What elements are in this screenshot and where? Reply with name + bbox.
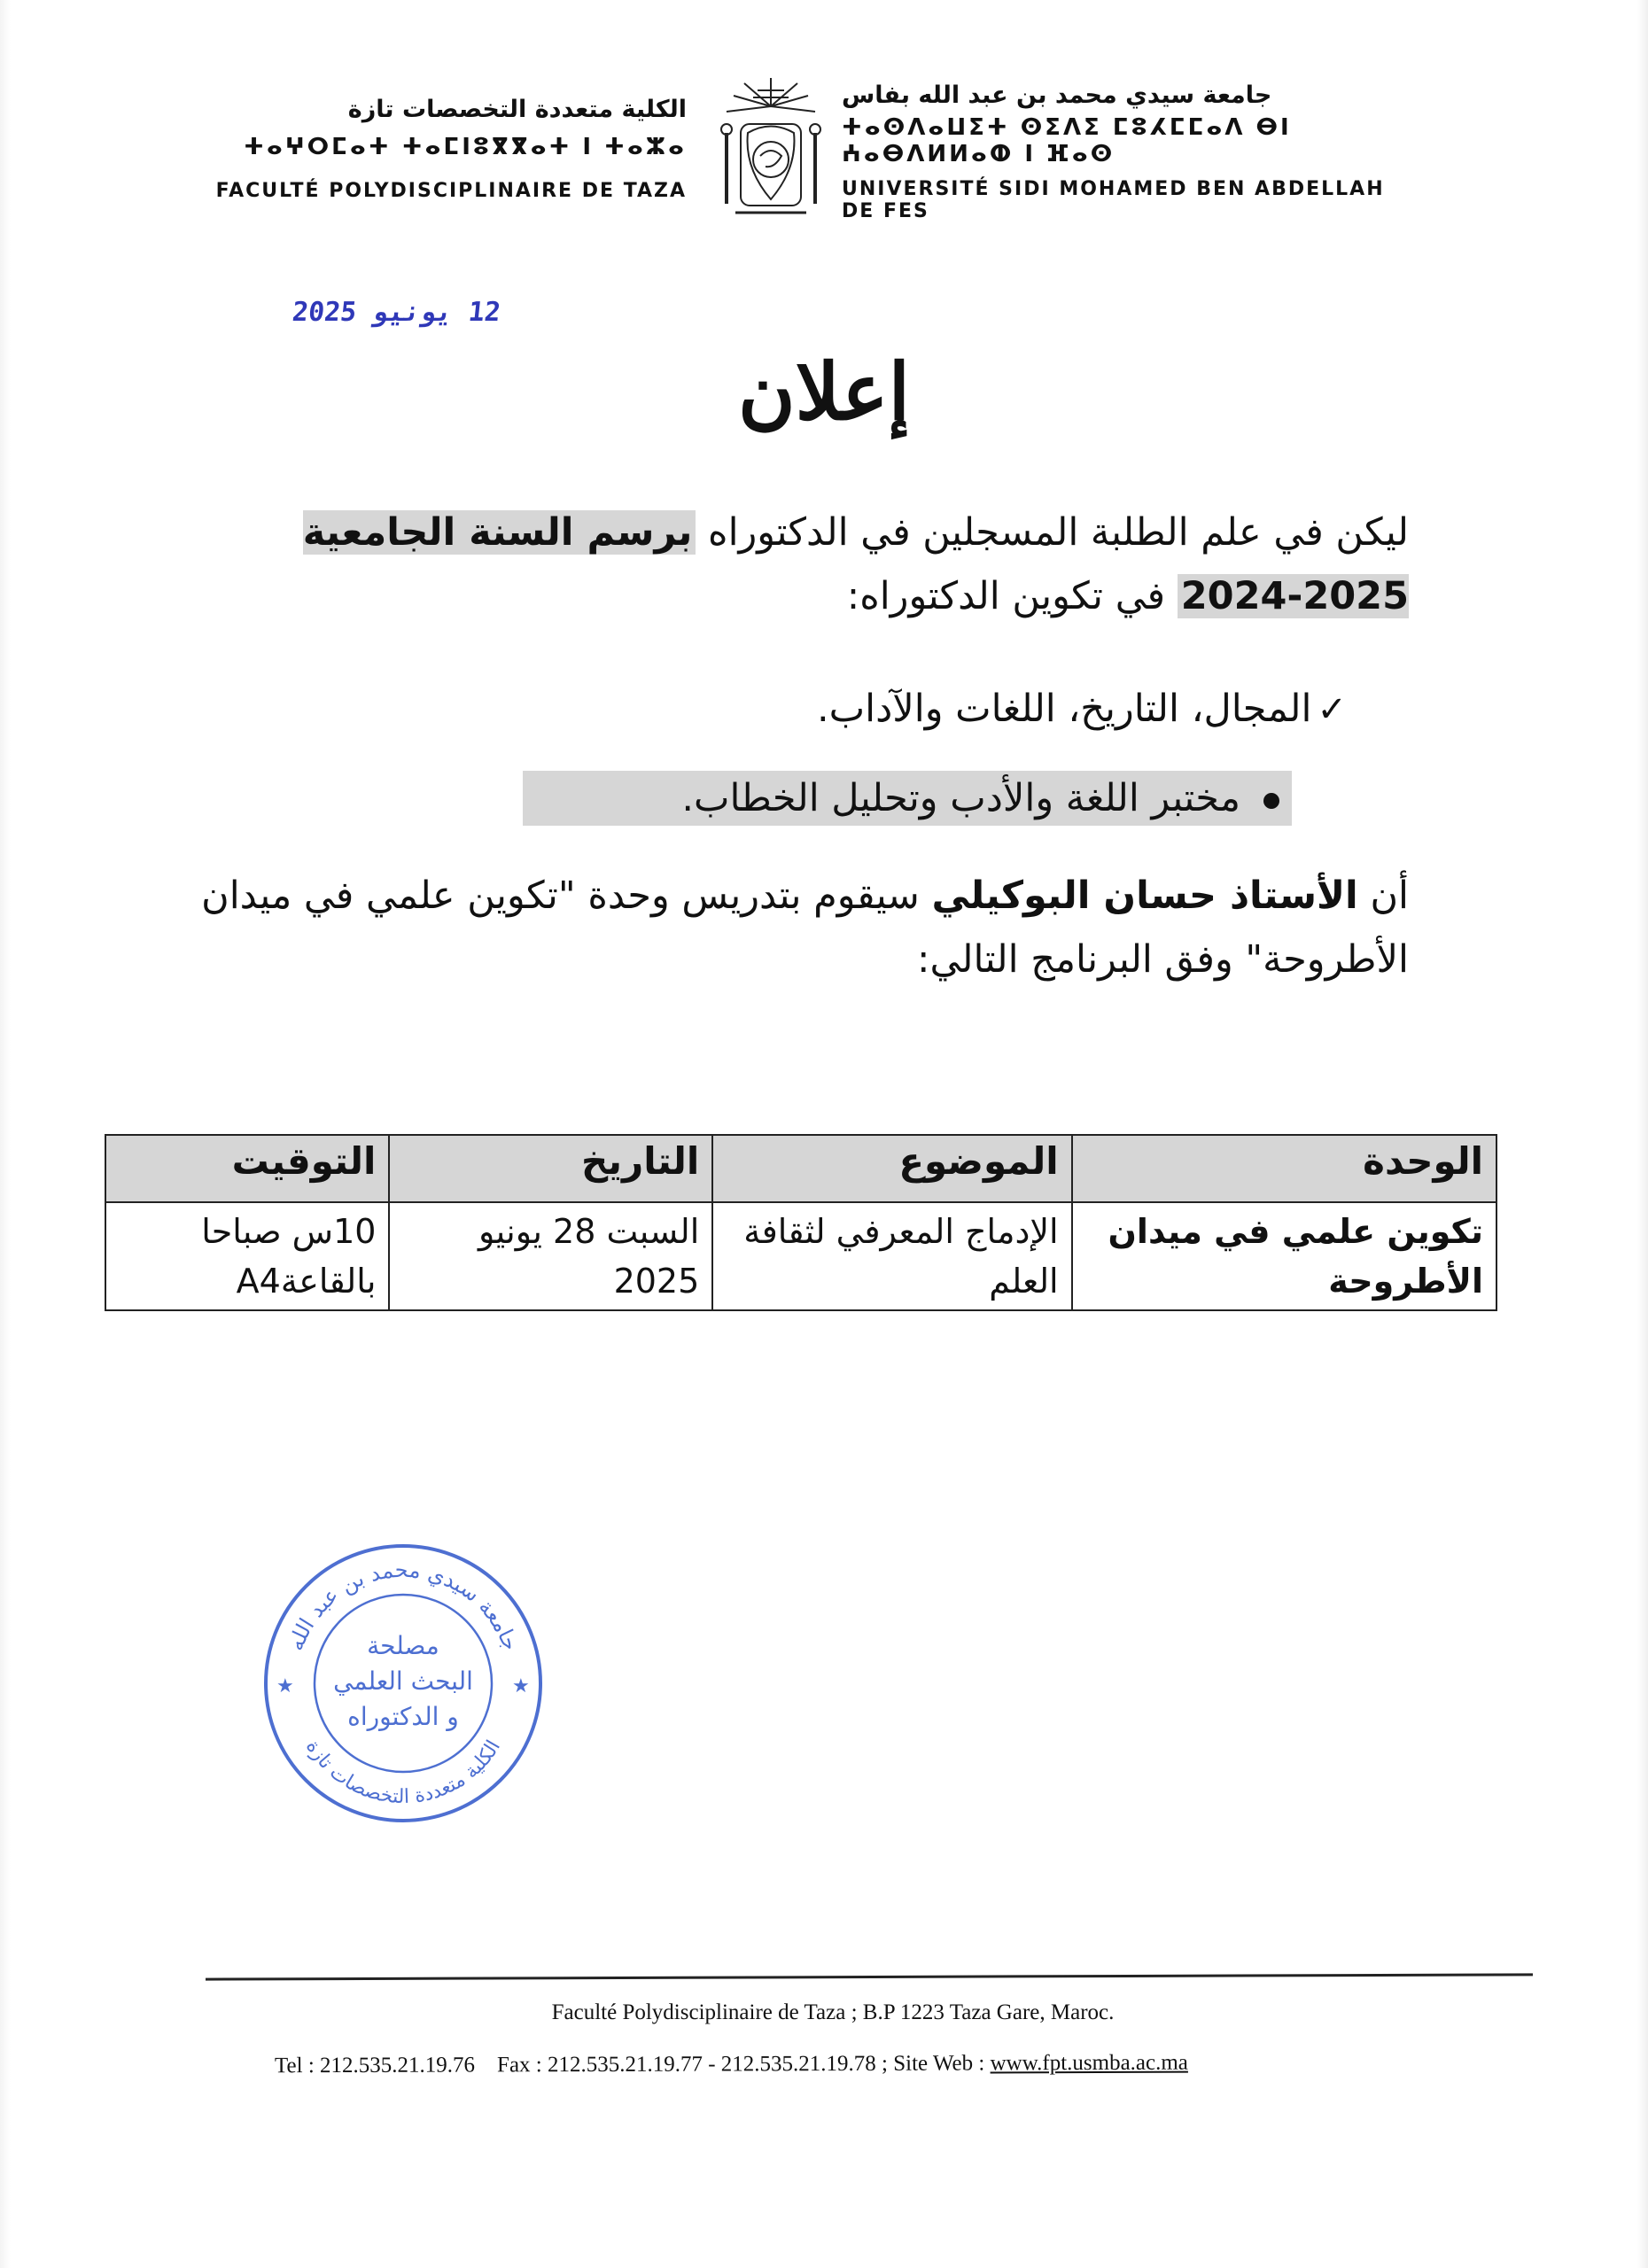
footer-contact — [275, 2050, 1426, 2079]
professor-text-1: أن — [1357, 874, 1409, 918]
lab-line — [523, 771, 1292, 826]
program-table — [105, 1134, 1497, 1311]
university-name-tifinagh: ⵜⴰⵙⴷⴰⵡⵉⵜ ⵙⵉⴷⵉ ⵎⵓⵃⵎⵎⴰⴷ ⴱⵏ ⵄⴰⴱⴷⵍⵍⴰⵀ ⵏ ⴼⴰⵙ — [842, 114, 1292, 167]
cell-date: السبت 28 يونيو 2025 — [389, 1202, 712, 1310]
stamp-center-3: و الدكتوراه — [347, 1702, 459, 1731]
academic-year-highlight: برسم السنة الجامعية 2025-2024 — [302, 510, 1409, 618]
announcement-title: إعلان — [737, 346, 911, 438]
stamp-center-1: مصلحة — [367, 1631, 439, 1660]
university-name-fr: UNIVERSITÉ SIDI MOHAMED BEN ABDELLAH DE FES — [842, 178, 1385, 222]
faculty-header — [190, 96, 687, 202]
footer-fax: Fax : 212.535.21.19.77 - 212.535.21.19.78 ; Site Web : — [496, 2051, 985, 2078]
header-topic: الموضوع — [712, 1135, 1071, 1202]
stamp-star-left-icon: ★ — [276, 1675, 294, 1697]
cell-unit: تكوين علمي في ميدان الأطروحة — [1072, 1202, 1496, 1310]
professor-paragraph — [186, 864, 1409, 991]
table-header-row — [105, 1135, 1496, 1202]
header-time: التوقيت — [105, 1135, 389, 1202]
cell-time: 10س صباحا بالقاعةA4 — [105, 1202, 389, 1310]
professor-name: الأستاذ حسان البوكيلي — [931, 874, 1358, 918]
official-round-stamp — [257, 1537, 549, 1829]
stamp-star-right-icon: ★ — [512, 1675, 530, 1697]
faculty-name-ar: الكلية متعددة التخصصات تازة — [347, 96, 687, 123]
faculty-name-fr: FACULTÉ POLYDISCIPLINAIRE DE TAZA — [215, 180, 687, 202]
stamp-center-2: البحث العلمي — [333, 1666, 473, 1696]
intro-text-1: ليكن في علم الطلبة المسجلين في الدكتوراه — [696, 510, 1409, 555]
table-row — [105, 1202, 1496, 1310]
lab-text: مختبر اللغة والأدب وتحليل الخطاب. — [681, 776, 1240, 820]
professor-text-2: سيقوم بتدريس وحدة "تكوين علمي في ميدان الأطروحة" وفق البرنامج التالي: — [201, 874, 1409, 982]
field-line — [532, 687, 1347, 731]
check-icon: ✓ — [1317, 689, 1347, 730]
footer-address: Faculté Polydisciplinaire de Taza ; B.P 1223 Taza Gare, Maroc. — [551, 2000, 1115, 2024]
footer-tel: Tel : 212.535.21.19.76 — [274, 2053, 476, 2078]
university-emblem-icon — [709, 71, 833, 226]
cell-topic: الإدماج المعرفي لثقافة العلم — [712, 1202, 1071, 1310]
bullet-icon — [1263, 793, 1279, 809]
intro-text-2: في تكوين الدكتوراه: — [846, 574, 1178, 618]
intro-paragraph — [186, 501, 1409, 628]
stamp-ring-bottom-text: الكلية متعددة التخصصات تازة — [300, 1736, 506, 1809]
date-stamp: 12 يونيو 2025 — [291, 297, 502, 328]
stamp-ring-top-text: جامعة سيدي محمد بن عبد الله — [283, 1557, 524, 1654]
university-header — [842, 82, 1391, 222]
university-name-ar: جامعة سيدي محمد بن عبد الله بفاس — [842, 82, 1272, 109]
header-date: التاريخ — [389, 1135, 712, 1202]
field-text: المجال، التاريخ، اللغات والآداب. — [817, 687, 1312, 731]
footer-website-link[interactable]: www.fpt.usmba.ac.ma — [990, 2050, 1188, 2076]
header-unit: الوحدة — [1072, 1135, 1496, 1202]
faculty-name-tifinagh: ⵜⴰⵖⵔⵎⴰⵜ ⵜⴰⵎⵏⵓⴳⴳⴰⵜ ⵏ ⵜⴰⵣⴰ — [244, 134, 687, 160]
